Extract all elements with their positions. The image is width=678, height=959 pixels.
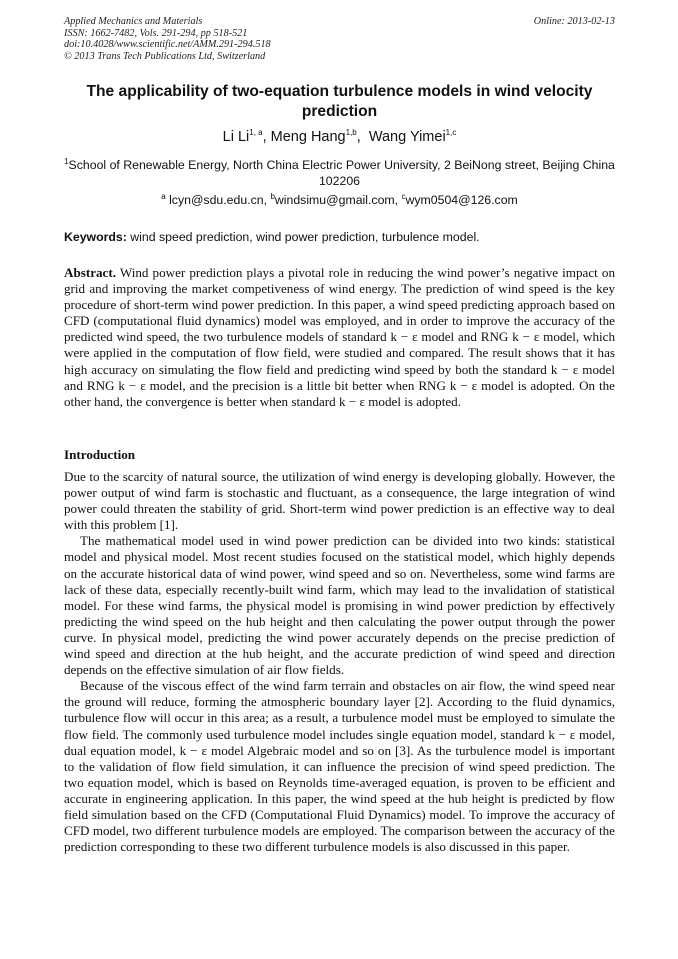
journal-name: Applied Mechanics and Materials [64, 16, 203, 27]
abstract [64, 265, 615, 410]
running-header [64, 16, 615, 62]
keywords [64, 230, 615, 244]
issn-line: ISSN: 1662-7482, Vols. 291-294, pp 518-521 [64, 27, 248, 39]
doi-line: doi:10.4028/www.scientific.net/AMM.291-294.518 [64, 39, 271, 50]
abstract-text: Wind power prediction plays a pivotal role in reducing the wind power’s negative impact on grid and improving the market competiveness of wind energy. The prediction of wind speed is the key procedure of short-term wind power prediction. In this paper, a wind speed predicting approach based on CFD (computational fluid dynamics) model was employed, and in order to improve the accuracy of the predicted wind speed, the two turbulence models of standard k − ε model and RNG k − ε model, which were applied in the computation of flow field, were studied and compared. The result shows that it has high accuracy on simulating the flow field and predicting wind speed by both the standard k − ε model and RNG k − ε model, and the precision is a little bit better when RNG k − ε model is adopted. On the other hand, the convergence is better when standard k − ε model is adopted. [64, 265, 615, 409]
abstract-label: Abstract. [64, 265, 116, 280]
keywords-text: wind speed prediction, wind power prediction, turbulence model. [130, 230, 480, 244]
section-heading-introduction: Introduction [64, 447, 136, 462]
email-link[interactable]: lcyn@sdu.edu.cn [169, 193, 264, 207]
paragraph: Due to the scarcity of natural source, the utilization of wind energy is developing globally. However, the power output of wind farm is stochastic and fluctuant, as a consequence, the large integration of wind power could threaten the stability of grid. Short-term wind power prediction is an effective way to deal with this problem [1]. [64, 469, 615, 533]
online-date: Online: 2013-02-13 [533, 16, 615, 27]
affiliation-text: School of Renewable Energy, North China Electric Power University, 2 BeiNong street, Beijing China 102206 [68, 158, 615, 188]
author-sup: 1,b [345, 128, 357, 138]
paragraph: Because of the viscous effect of the wind farm terrain and obstacles on air flow, the wind speed near the ground will reduce, forming the atmospheric boundary layer [2]. According to the fluid dynamics, turbulence flow will occur in this area; as a result, a turbulence model must be employed to simulate the flow field. The commonly used turbulence model includes single equation model, standard k − ε model, dual equation model, k − ε model Algebraic model and so on [3]. As the turbulence model is important to the validation of flow field simulation, it can influence the precision of wind speed prediction. The two equation model, which is based on Reynolds time-averaged equation, is proven to be efficient and accurate in engineering application. In this paper, the wind speed at the hub height is predicted by flow field simulation based on the CFD (Computational Fluid Dynamics) model. To improve the accuracy of CFD model, two different turbulence models are employed. The comparison between the accuracy of the prediction corresponding to these two different turbulence models is also discussed in this paper. [64, 678, 615, 855]
email-sup: c [401, 191, 406, 201]
email-sup: b [270, 191, 275, 201]
author-name: Wang Yimei [368, 129, 446, 145]
email-link[interactable]: windsimu@gmail.com [274, 193, 395, 207]
copyright-line: © 2013 Trans Tech Publications Ltd, Switzerland [64, 50, 266, 62]
author-name: Li Li [222, 129, 250, 145]
author-sup: 1,c [445, 128, 457, 138]
email-link[interactable]: wym0504@126.com [405, 193, 518, 207]
paragraph: The mathematical model used in wind power prediction can be divided into two kinds: statistical model and physical model. Most recent studies focused on the statistical model, which highly depends on the accurate historical data of wind power, wind speed and so on. Nevertheless, some wind farms are lack of these data, especially recently-built wind farm, which may lead to the invalidation of statistical model. For these wind farms, the physical model is promising in wind power prediction by effectively predicting the wind speed on the hub height and then calculating the power output through the power curve. In physical model, predicting the wind power accurately depends on the precise prediction of wind speed and direction at the hub height, and the accurate prediction of wind speed and direction depends on the effective simulation of air flow fields. [64, 533, 615, 678]
affiliation [64, 157, 615, 189]
affiliation-sup: 1 [64, 156, 69, 166]
author-name: Meng Hang [270, 129, 346, 145]
keywords-label: Keywords: [64, 230, 127, 244]
paper-title: The applicability of two-equation turbulence models in wind velocity prediction [86, 83, 593, 120]
email-sup: a [161, 191, 166, 201]
author-sup: 1, a [249, 128, 263, 138]
author-list: Li Li$^{1, a}$, Meng Hang$^{1,b}$, Wang Yimei$^{1,c}$ [222, 128, 457, 145]
email-list: $^a$ lcyn@sdu.edu.cn, $^b$windsimu@gmail.com, $^c$wym0504@126.com [161, 191, 518, 207]
introduction-body [64, 469, 615, 855]
